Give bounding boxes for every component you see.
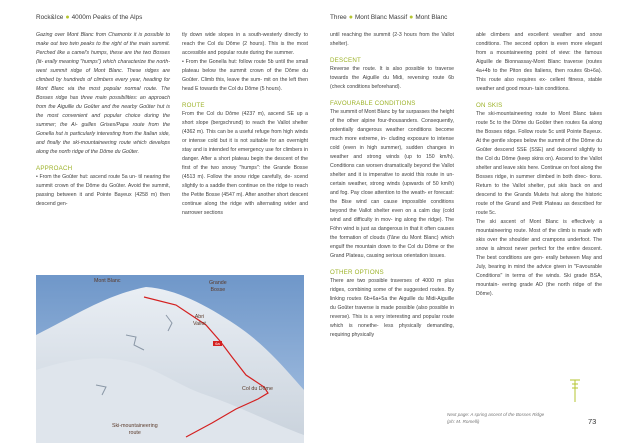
caption-line: Next page: A spring ascent of the Bosses Ridge bbox=[447, 412, 545, 417]
photo-caption bbox=[447, 411, 544, 425]
route-heading: ROUTE bbox=[182, 102, 205, 109]
page-number: 73 bbox=[588, 417, 597, 426]
column-1 bbox=[36, 31, 170, 209]
header-chapter: Mont Blanc bbox=[415, 14, 448, 21]
skis-heading: ON SKIS bbox=[476, 102, 503, 109]
header-title: 4000m Peaks of the Alps bbox=[71, 14, 143, 21]
column-2 bbox=[182, 31, 308, 218]
options-paragraph: There are two possible traverses of 4000 m plus ridges, combining some of the suggested routes. By linking routes 6b+6a+5a the Aiguille du Midi-Aiguille du Goûter traverse is made possible (also possible in reverse). This is a very interesting and popular route which is nonethe- less physically demanding, requiring physically bbox=[330, 278, 454, 338]
bullet-icon: ● bbox=[409, 14, 414, 21]
label-line: Bosse bbox=[210, 287, 226, 293]
descent-heading: DESCENT bbox=[330, 57, 361, 64]
approach-paragraph: • From the Goûter hut: ascend route 5a un- til nearing the summit crown of the Dôme du Goûter. Avoid the summit, passing between it and Pointe Bayeux (4258 m) then descend gen- bbox=[36, 174, 170, 207]
header-brand: Rock&Ice bbox=[36, 14, 64, 21]
bullet-icon: ● bbox=[65, 14, 70, 21]
running-header-left bbox=[36, 14, 142, 21]
route-continued: until reaching the summit (2-3 hours from the Vallot shelter). bbox=[330, 32, 454, 47]
label-grande-bosse bbox=[209, 280, 227, 294]
label-line: Ski-mountaineering bbox=[112, 423, 158, 429]
header-section: Mont Blanc Massif bbox=[354, 14, 408, 21]
running-header-right bbox=[330, 14, 447, 21]
options-continued: able climbers and excellent weather and snow conditions. The second option is even more elegant from a mountaineering point of view: the famous Aiguille de Bionnassay-Mont Blanc traverse (routes 4a+4b to the Piton des Italiens, then routes 6b+6a). This route also requires ex- cellent fitness, stable weather and good moun- tain conditions. bbox=[476, 32, 602, 92]
approach-heading: APPROACH bbox=[36, 165, 73, 172]
header-part: Three bbox=[330, 14, 347, 21]
caption-credit: (ph: M. Romelli) bbox=[447, 419, 480, 424]
options-heading: OTHER OPTIONS bbox=[330, 269, 384, 276]
gonella-paragraph: • From the Gonella hut: follow route 5b until the small plateau below the summit crown of the Dôme du Goûter. Climb this, leave the sum- mit on the left then head E towards the Col du Dôme (5 hours). bbox=[182, 59, 308, 92]
approach-continued: tly down wide slopes in a south-westerly directly to reach the Col du Dôme (2 hours). This is the most accessible and popular route during the summer. bbox=[182, 32, 308, 56]
ice-axe-icon bbox=[568, 378, 582, 404]
label-ski-route bbox=[112, 423, 158, 437]
label-line: Vallot bbox=[193, 321, 206, 327]
route-tag-label: 6a bbox=[215, 341, 220, 346]
label-mont-blanc: Mont Blanc bbox=[94, 278, 121, 284]
label-line: Grande bbox=[209, 280, 227, 286]
label-abri-vallot bbox=[193, 314, 206, 328]
conditions-paragraph: The summit of Mont Blanc by far surpasses the height of the other alpine four-thousanders. Consequently, potentially dangerous weather conditions become much more extreme, in- cluding exposure to intense cold (even in high summer), sudden changes in weather and strong winds (up to 150 km/h). Conditions can worsen dramatically beyond the Vallot shelter and it is imperative to avoid this route in un- certain weather, strong winds (upwards of 50 km/h) and fog. Pay close attention to the weath- er forecast: the Bise wind can cause impossible conditions beyond the Vallot shelter even on a calm day (cold wind and difficulty in mov- ing along the ridge). The Föhn wind is just as dangerous in that it often causes the formation of clouds (l'âne du Mont Blanc) which engulf the mountain down to the Col du Dôme or the Grand Plateau, causing serious orientation issues. bbox=[330, 109, 454, 259]
intro-paragraph: Gazing over Mont Blanc from Chamonix it is possible to make out two twin peaks to the right of the main summit. Perched like a camel's humps, these are the two Bosses (lit- erally meaning "humps") which characterize the north-west summit ridge of Mont Blanc. These ridges are climbed by hundreds of climbers every year, heading for Mont Blanc via the most popular normal route. The Bosses ridge has three main possibilities: an approach from the Aiguille du Goûter and the nearby Goûter hut is the most convenient and popular choice during the summer; the Ai- guilles Grises/Papa route from the Gonella hut is particularly interesting from the Italian side, and finally the ski-mountaineering route which develops along the north ridge of the Dôme du Goûter. bbox=[36, 32, 170, 155]
mountain-illustration bbox=[36, 275, 304, 443]
skis-paragraph-2: The ski ascent of Mont Blanc is effectively a mountaineering route. Most of the climb is made with skis over the shoulder and crampons underfoot. The snow is almost never perfect for the entire descent. The best conditions are gen- erally between May and July, bearing in mind the advice given in "Favourable Conditions" in terms of the winds. Ski grade BSA, mountain- eering grade AD (the north ridge of the Dôme). bbox=[476, 219, 602, 297]
skis-paragraph: The ski-mountaineering route to Mont Blanc takes route 5c to the Dôme du Goûter then routes 6a along the Bosses ridge. Follow route 5c until Pointe Bayeux. At the gentle slopes below the summit of the Dôme du Goûter descend SSE (SSE) and descend slightly to the Col du Dôme (keep skins on). Ascend to the Vallot shelter and leave skis here. Continue on foot along the Bosses ridge, in summer climbed in both direc- tions. Return to the Vallot shelter, put skis back on and descend to the Grands Mulets hut along the historic route of the Grand and Petit Plateau as described for route 5c. bbox=[476, 111, 602, 216]
label-line: Abri bbox=[194, 314, 205, 320]
conditions-heading: FAVOURABLE CONDITIONS bbox=[330, 100, 416, 107]
column-3 bbox=[330, 31, 454, 340]
mountain-photo bbox=[36, 275, 304, 443]
column-4 bbox=[476, 31, 602, 299]
label-col-du-dome: Col du Dôme bbox=[242, 386, 273, 392]
label-line: route bbox=[128, 430, 141, 436]
route-paragraph: From the Col du Dôme (4237 m), ascend SE up a short slope (bergschrund) to reach the Vallot shelter (4362 m). This can be a useful refuge from high winds or intense cold but it is not suitable for an overnight stay and is intended for emergency use for climbers in danger. After a short plateau begin the descent of the first of the two snowy "humps": the Grande Bosse (4513 m). Follow the snow ridge carefully, de- scend slightly to a saddle then continue on the ridge to reach the Petite Bosse (4547 m). After another short descent continue along the ridge with alternating wider and narrower sections bbox=[182, 111, 308, 216]
bullet-icon: ● bbox=[348, 14, 353, 21]
descent-paragraph: Reverse the route. It is also possible to traverse towards the Aiguille du Midi, reversing route 6b (check conditions beforehand). bbox=[330, 66, 454, 90]
